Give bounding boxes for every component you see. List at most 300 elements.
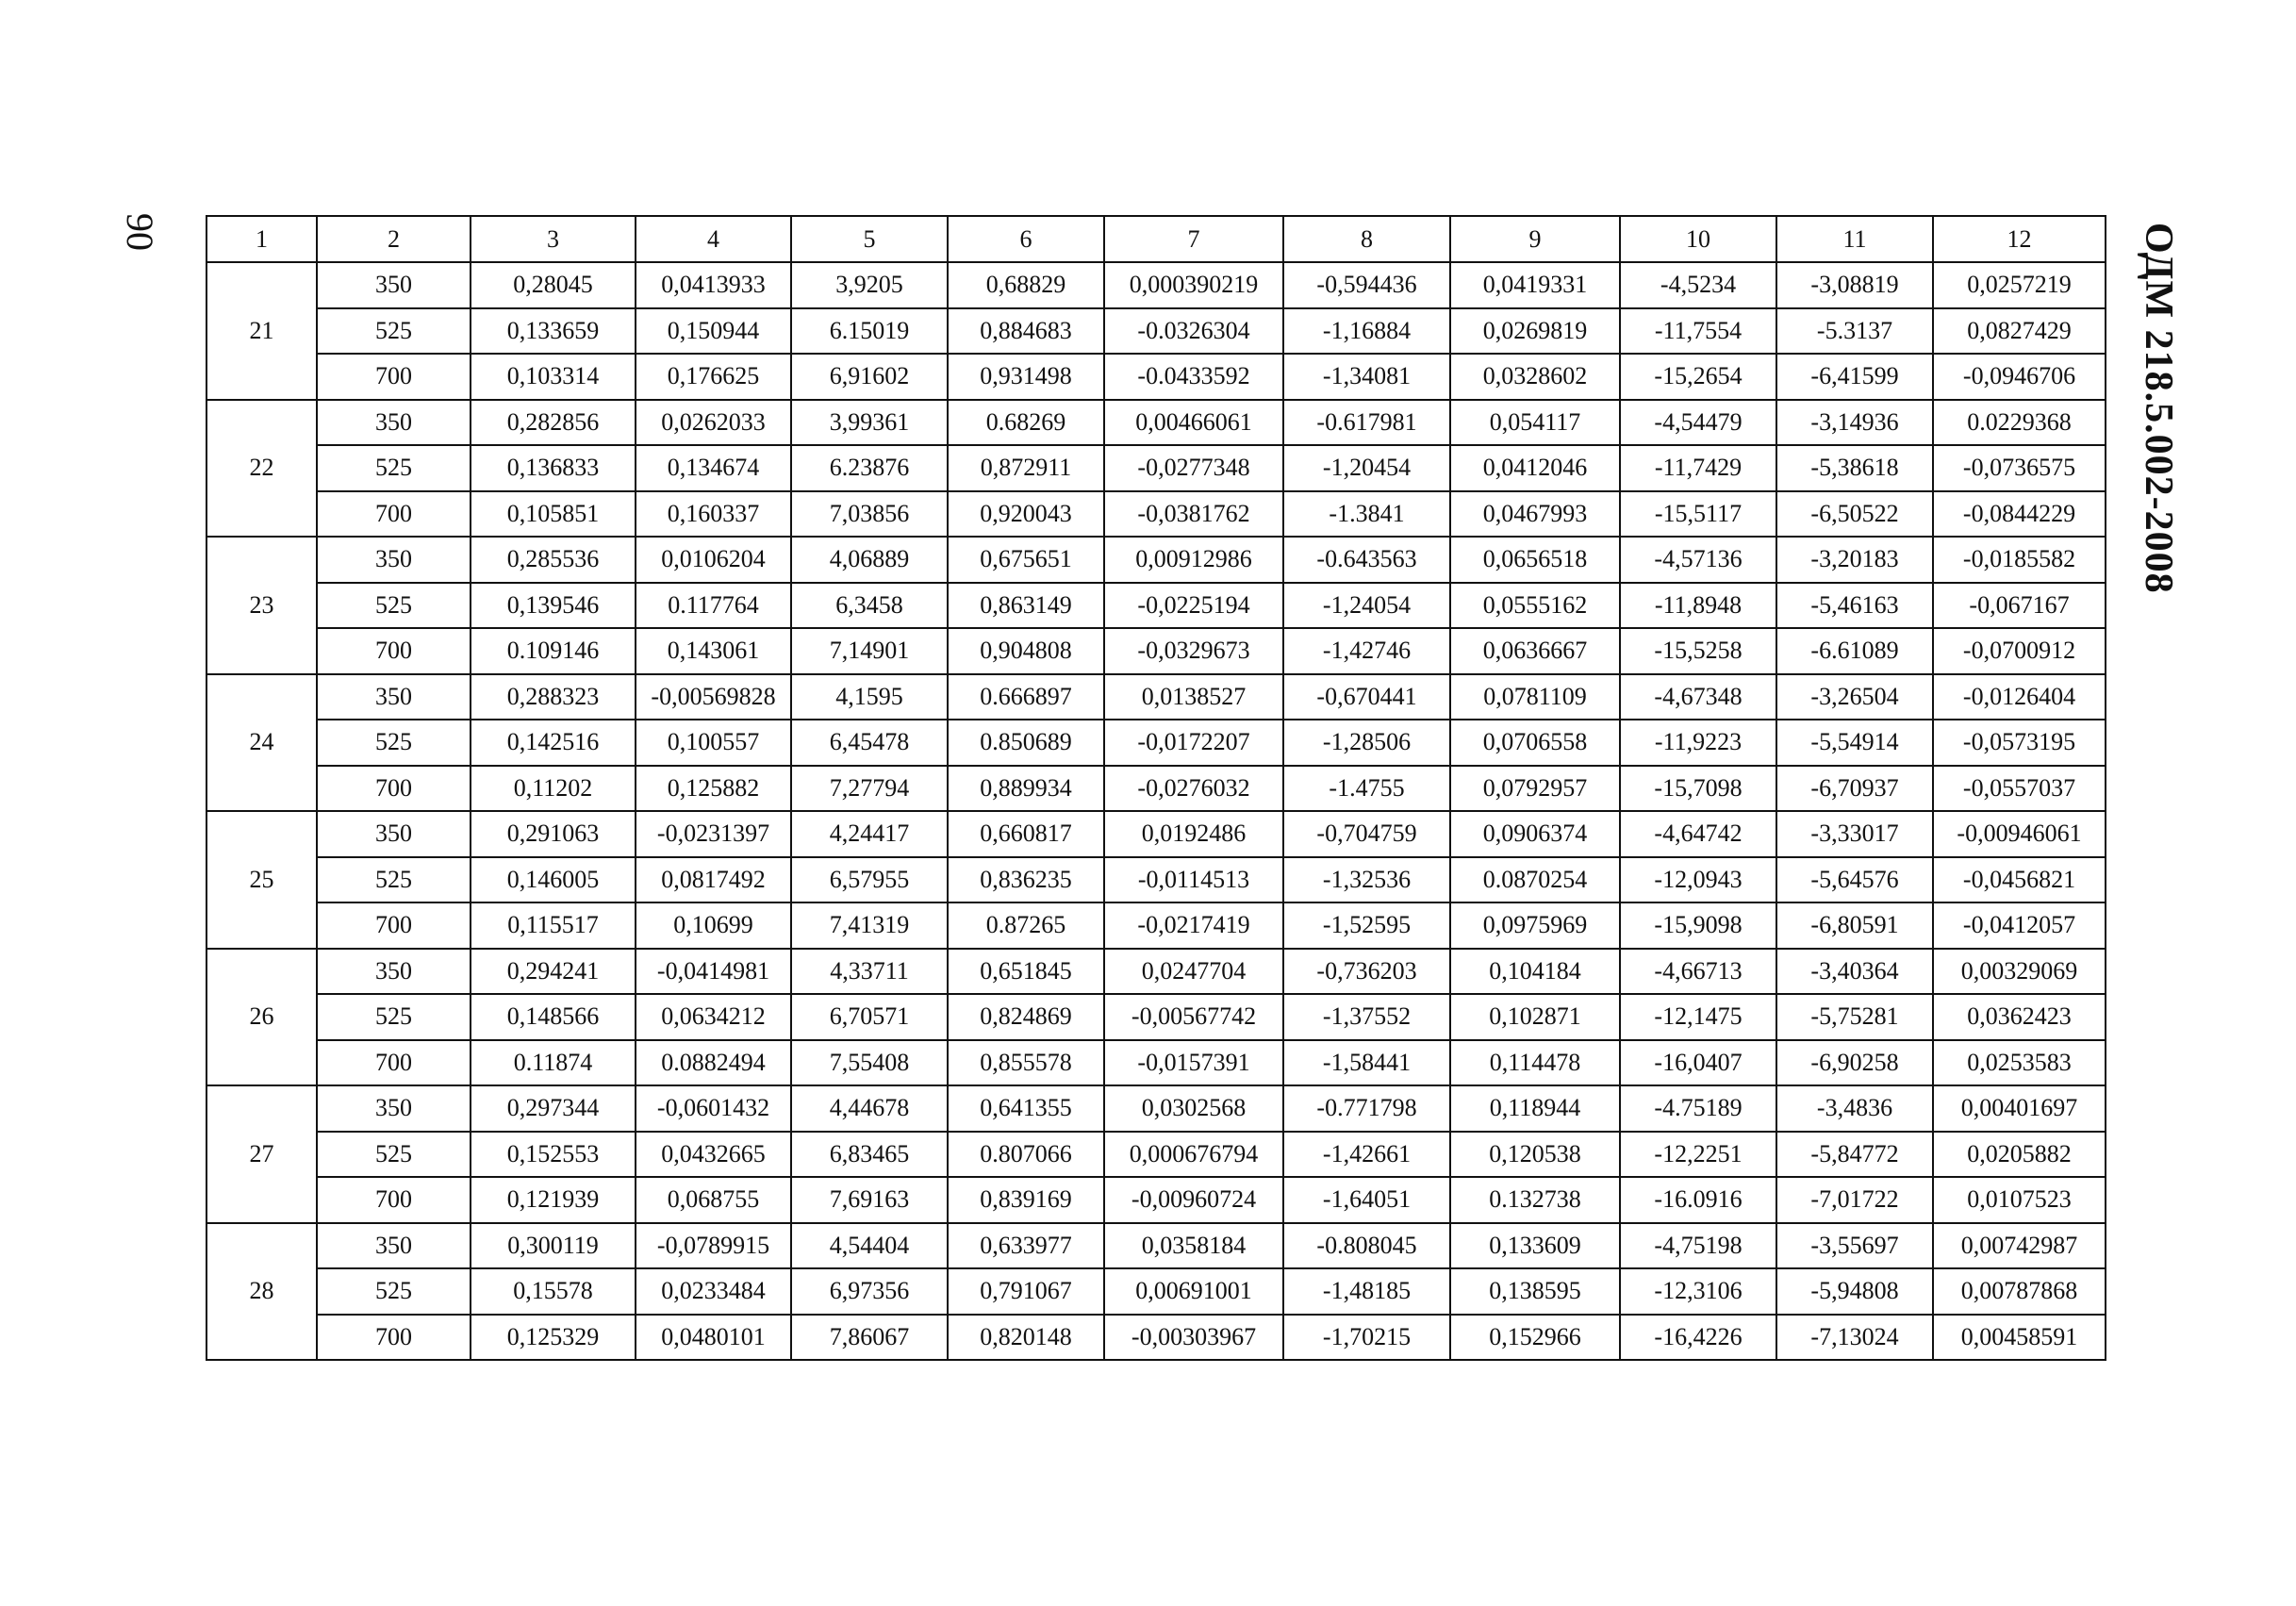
table-body <box>206 216 2106 1360</box>
table-cell: 3,99361 <box>791 400 948 446</box>
table-cell: -3,20183 <box>1776 537 1933 583</box>
table-cell: 0,0419331 <box>1450 262 1620 308</box>
table-cell: -1,42661 <box>1283 1132 1450 1178</box>
table-cell: 525 <box>317 308 471 355</box>
table-cell: 0,904808 <box>948 628 1104 674</box>
table-cell: -0,0844229 <box>1933 491 2106 538</box>
table-cell: 0.109146 <box>471 628 636 674</box>
table-cell: -3,14936 <box>1776 400 1933 446</box>
table-cell: -0,0946706 <box>1933 354 2106 400</box>
table-cell: 7,14901 <box>791 628 948 674</box>
table-cell: -15,2654 <box>1620 354 1776 400</box>
table-cell: 7,03856 <box>791 491 948 538</box>
table-cell: 4,1595 <box>791 674 948 720</box>
table-cell: -1,48185 <box>1283 1268 1450 1315</box>
table-cell: 0.132738 <box>1450 1177 1620 1223</box>
table-cell: 0,0257219 <box>1933 262 2106 308</box>
table-cell: 700 <box>317 1040 471 1086</box>
table-cell: 0,0634212 <box>636 994 791 1040</box>
table-row <box>206 1177 2106 1223</box>
table-cell: 6,83465 <box>791 1132 948 1178</box>
table-cell: -15,5117 <box>1620 491 1776 538</box>
table-cell: 0,054117 <box>1450 400 1620 446</box>
table-cell: -0,0126404 <box>1933 674 2106 720</box>
table-cell: -5,75281 <box>1776 994 1933 1040</box>
table-cell: 0,0706558 <box>1450 720 1620 766</box>
table-row <box>206 1040 2106 1086</box>
table-cell: 0,00742987 <box>1933 1223 2106 1269</box>
column-header-11: 11 <box>1776 216 1933 262</box>
table-cell: 0,142516 <box>471 720 636 766</box>
table-cell: -4,57136 <box>1620 537 1776 583</box>
table-cell: 0,139546 <box>471 583 636 629</box>
group-id-cell: 23 <box>206 537 317 674</box>
table-row <box>206 902 2106 949</box>
column-header-10: 10 <box>1620 216 1776 262</box>
table-cell: 6,3458 <box>791 583 948 629</box>
table-cell: -0,0172207 <box>1104 720 1283 766</box>
table-cell: -0.0433592 <box>1104 354 1283 400</box>
table-cell: 6.15019 <box>791 308 948 355</box>
table-cell: 0,0480101 <box>636 1315 791 1361</box>
table-cell: 700 <box>317 628 471 674</box>
table-cell: -1,64051 <box>1283 1177 1450 1223</box>
table-cell: 0,100557 <box>636 720 791 766</box>
table-cell: 0,0106204 <box>636 537 791 583</box>
table-cell: -16.0916 <box>1620 1177 1776 1223</box>
table-cell: -5,46163 <box>1776 583 1933 629</box>
table-cell: -6,70937 <box>1776 766 1933 812</box>
table-cell: 700 <box>317 1177 471 1223</box>
table-cell: -6,90258 <box>1776 1040 1933 1086</box>
table-cell: -5,54914 <box>1776 720 1933 766</box>
table-cell: 0,00401697 <box>1933 1085 2106 1132</box>
table-cell: -0,0412057 <box>1933 902 2106 949</box>
table-cell: -1,42746 <box>1283 628 1450 674</box>
table-cell: 0,855578 <box>948 1040 1104 1086</box>
table-cell: 4,54404 <box>791 1223 948 1269</box>
table-cell: 700 <box>317 1315 471 1361</box>
table-cell: -0,670441 <box>1283 674 1450 720</box>
column-header-2: 2 <box>317 216 471 262</box>
table-cell: 4,06889 <box>791 537 948 583</box>
table-cell: 0,00691001 <box>1104 1268 1283 1315</box>
table-cell: 0,863149 <box>948 583 1104 629</box>
table-cell: -16,4226 <box>1620 1315 1776 1361</box>
table-cell: -0,00960724 <box>1104 1177 1283 1223</box>
table-cell: -4,5234 <box>1620 262 1776 308</box>
table-cell: -0,0573195 <box>1933 720 2106 766</box>
table-cell: 0,300119 <box>471 1223 636 1269</box>
table-cell: 0,0792957 <box>1450 766 1620 812</box>
table-cell: -12,2251 <box>1620 1132 1776 1178</box>
table-cell: 525 <box>317 1132 471 1178</box>
column-header-3: 3 <box>471 216 636 262</box>
column-header-8: 8 <box>1283 216 1450 262</box>
table-cell: 4,24417 <box>791 811 948 857</box>
column-header-4: 4 <box>636 216 791 262</box>
table-cell: -1,24054 <box>1283 583 1450 629</box>
table-cell: -4,66713 <box>1620 949 1776 995</box>
table-cell: 0,138595 <box>1450 1268 1620 1315</box>
table-cell: -3,40364 <box>1776 949 1933 995</box>
table-cell: -15,9098 <box>1620 902 1776 949</box>
table-cell: 0,0247704 <box>1104 949 1283 995</box>
table-cell: 0,133659 <box>471 308 636 355</box>
table-cell: 0,0328602 <box>1450 354 1620 400</box>
table-cell: -0.808045 <box>1283 1223 1450 1269</box>
table-row <box>206 1315 2106 1361</box>
table-cell: -0.0326304 <box>1104 308 1283 355</box>
page-number: 90 <box>119 213 161 251</box>
table-cell: -11,8948 <box>1620 583 1776 629</box>
table-cell: 0,839169 <box>948 1177 1104 1223</box>
table-cell: 0.0882494 <box>636 1040 791 1086</box>
table-cell: 0,000676794 <box>1104 1132 1283 1178</box>
table-cell: 350 <box>317 811 471 857</box>
table-cell: 0.87265 <box>948 902 1104 949</box>
data-table <box>206 215 2106 1361</box>
table-cell: -0,0414981 <box>636 949 791 995</box>
table-row <box>206 491 2106 538</box>
table-cell: 0,0107523 <box>1933 1177 2106 1223</box>
table-cell: 0,00458591 <box>1933 1315 2106 1361</box>
table-cell: 0,125882 <box>636 766 791 812</box>
column-header-7: 7 <box>1104 216 1283 262</box>
table-cell: 0,176625 <box>636 354 791 400</box>
table-cell: 0.666897 <box>948 674 1104 720</box>
table-cell: -3,55697 <box>1776 1223 1933 1269</box>
table-cell: -12,1475 <box>1620 994 1776 1040</box>
table-cell: 0,0827429 <box>1933 308 2106 355</box>
table-cell: 3,9205 <box>791 262 948 308</box>
table-cell: 0,282856 <box>471 400 636 446</box>
table-cell: -1,20454 <box>1283 445 1450 491</box>
group-id-cell: 27 <box>206 1085 317 1223</box>
table-row <box>206 994 2106 1040</box>
table-cell: 0,0975969 <box>1450 902 1620 949</box>
table-cell: 0,121939 <box>471 1177 636 1223</box>
table-cell: 700 <box>317 902 471 949</box>
table-cell: -0,0217419 <box>1104 902 1283 949</box>
table-cell: -7,01722 <box>1776 1177 1933 1223</box>
table-cell: -1,70215 <box>1283 1315 1450 1361</box>
table-cell: -4.75189 <box>1620 1085 1776 1132</box>
table-cell: -0,0225194 <box>1104 583 1283 629</box>
table-cell: -11,9223 <box>1620 720 1776 766</box>
table-cell: -6,80591 <box>1776 902 1933 949</box>
table-cell: 0,00787868 <box>1933 1268 2106 1315</box>
column-header-9: 9 <box>1450 216 1620 262</box>
table-cell: -5,64576 <box>1776 857 1933 903</box>
table-cell: -0.617981 <box>1283 400 1450 446</box>
table-cell: 0,884683 <box>948 308 1104 355</box>
table-cell: 0,152553 <box>471 1132 636 1178</box>
table-cell: -3,08819 <box>1776 262 1933 308</box>
table-cell: -0,00303967 <box>1104 1315 1283 1361</box>
column-header-1: 1 <box>206 216 317 262</box>
table-cell: 0,152966 <box>1450 1315 1620 1361</box>
table-cell: 525 <box>317 445 471 491</box>
table-cell: -0,0601432 <box>636 1085 791 1132</box>
table-cell: 525 <box>317 583 471 629</box>
table-cell: 0,118944 <box>1450 1085 1620 1132</box>
table-cell: 0,0555162 <box>1450 583 1620 629</box>
table-cell: 0,0233484 <box>636 1268 791 1315</box>
table-cell: -6,50522 <box>1776 491 1933 538</box>
table-cell: 6,97356 <box>791 1268 948 1315</box>
table-cell: 0.0229368 <box>1933 400 2106 446</box>
group-id-cell: 24 <box>206 674 317 812</box>
table-cell: 0,0192486 <box>1104 811 1283 857</box>
table-cell: 0,00912986 <box>1104 537 1283 583</box>
table-cell: 0.850689 <box>948 720 1104 766</box>
table-row <box>206 766 2106 812</box>
table-cell: 0,288323 <box>471 674 636 720</box>
table-cell: -6,41599 <box>1776 354 1933 400</box>
table-cell: 525 <box>317 857 471 903</box>
table-cell: 0,133609 <box>1450 1223 1620 1269</box>
table-cell: 0,0138527 <box>1104 674 1283 720</box>
table-cell: 0,0636667 <box>1450 628 1620 674</box>
table-cell: 0.117764 <box>636 583 791 629</box>
table-cell: -0,0381762 <box>1104 491 1283 538</box>
table-cell: 7,55408 <box>791 1040 948 1086</box>
table-cell: 0,105851 <box>471 491 636 538</box>
table-row <box>206 1085 2106 1132</box>
table-cell: 6,70571 <box>791 994 948 1040</box>
table-cell: -0,0277348 <box>1104 445 1283 491</box>
table-cell: -1,28506 <box>1283 720 1450 766</box>
table-row <box>206 1132 2106 1178</box>
table-cell: -5,38618 <box>1776 445 1933 491</box>
table-cell: 525 <box>317 720 471 766</box>
table-cell: 0,791067 <box>948 1268 1104 1315</box>
table-cell: 6,57955 <box>791 857 948 903</box>
table-cell: 6,45478 <box>791 720 948 766</box>
table-cell: 0,291063 <box>471 811 636 857</box>
table-cell: 0,146005 <box>471 857 636 903</box>
group-id-cell: 21 <box>206 262 317 400</box>
table-cell: 0,136833 <box>471 445 636 491</box>
table-cell: 0,0906374 <box>1450 811 1620 857</box>
table-cell: -0,0700912 <box>1933 628 2106 674</box>
table-cell: 0,68829 <box>948 262 1104 308</box>
table-cell: -1,52595 <box>1283 902 1450 949</box>
table-cell: 0,00329069 <box>1933 949 2106 995</box>
table-row <box>206 308 2106 355</box>
table-cell: 0,920043 <box>948 491 1104 538</box>
table-cell: 0,0362423 <box>1933 994 2106 1040</box>
table-cell: 0,114478 <box>1450 1040 1620 1086</box>
table-cell: 0,0205882 <box>1933 1132 2106 1178</box>
group-id-cell: 28 <box>206 1223 317 1361</box>
table-row <box>206 857 2106 903</box>
table-cell: -3,33017 <box>1776 811 1933 857</box>
table-cell: 4,44678 <box>791 1085 948 1132</box>
table-cell: 0,0302568 <box>1104 1085 1283 1132</box>
table-row <box>206 262 2106 308</box>
table-cell: 700 <box>317 354 471 400</box>
column-header-5: 5 <box>791 216 948 262</box>
table-row <box>206 1268 2106 1315</box>
table-cell: -0,00569828 <box>636 674 791 720</box>
table-cell: 0,134674 <box>636 445 791 491</box>
table-cell: -0,0231397 <box>636 811 791 857</box>
table-cell: 350 <box>317 1085 471 1132</box>
table-row <box>206 628 2106 674</box>
table-cell: 0.807066 <box>948 1132 1104 1178</box>
table-cell: -0,0456821 <box>1933 857 2106 903</box>
table-cell: -0,704759 <box>1283 811 1450 857</box>
table-cell: -4,75198 <box>1620 1223 1776 1269</box>
table-cell: 0,0656518 <box>1450 537 1620 583</box>
table-cell: 350 <box>317 1223 471 1269</box>
table-cell: -5.3137 <box>1776 308 1933 355</box>
table-cell: 700 <box>317 491 471 538</box>
table-cell: -5,94808 <box>1776 1268 1933 1315</box>
table-cell: 0,633977 <box>948 1223 1104 1269</box>
table-cell: 0.0870254 <box>1450 857 1620 903</box>
group-id-cell: 25 <box>206 811 317 949</box>
group-id-cell: 26 <box>206 949 317 1086</box>
table-cell: 0,15578 <box>471 1268 636 1315</box>
header-row <box>206 216 2106 262</box>
table-cell: 0,150944 <box>636 308 791 355</box>
table-cell: 0,143061 <box>636 628 791 674</box>
table-cell: 0,651845 <box>948 949 1104 995</box>
table-cell: -4,54479 <box>1620 400 1776 446</box>
table-cell: 0,0781109 <box>1450 674 1620 720</box>
table-cell: -0,0114513 <box>1104 857 1283 903</box>
table-cell: -0,0736575 <box>1933 445 2106 491</box>
table-cell: 525 <box>317 1268 471 1315</box>
table-cell: -7,13024 <box>1776 1315 1933 1361</box>
table-cell: 7,41319 <box>791 902 948 949</box>
table-cell: 0,00466061 <box>1104 400 1283 446</box>
column-header-12: 12 <box>1933 216 2106 262</box>
table-cell: -3,26504 <box>1776 674 1933 720</box>
table-cell: 0,675651 <box>948 537 1104 583</box>
table-cell: -1,34081 <box>1283 354 1450 400</box>
table-cell: -0,00567742 <box>1104 994 1283 1040</box>
table-cell: 0,0262033 <box>636 400 791 446</box>
table-cell: 0,820148 <box>948 1315 1104 1361</box>
table-cell: -4,67348 <box>1620 674 1776 720</box>
table-cell: 0,102871 <box>1450 994 1620 1040</box>
table-row <box>206 445 2106 491</box>
table-cell: 350 <box>317 400 471 446</box>
table-cell: -3,4836 <box>1776 1085 1933 1132</box>
column-header-6: 6 <box>948 216 1104 262</box>
table-cell: 6,91602 <box>791 354 948 400</box>
table-cell: -6.61089 <box>1776 628 1933 674</box>
table-cell: -11,7554 <box>1620 308 1776 355</box>
table-cell: -0,594436 <box>1283 262 1450 308</box>
table-cell: 0,294241 <box>471 949 636 995</box>
table-cell: 0,0358184 <box>1104 1223 1283 1269</box>
table-cell: -0.771798 <box>1283 1085 1450 1132</box>
table-cell: 350 <box>317 262 471 308</box>
table-cell: -1.4755 <box>1283 766 1450 812</box>
table-cell: -1,16884 <box>1283 308 1450 355</box>
table-cell: 0.11874 <box>471 1040 636 1086</box>
table-cell: 0,0412046 <box>1450 445 1620 491</box>
table-cell: 4,33711 <box>791 949 948 995</box>
table-cell: 0,115517 <box>471 902 636 949</box>
table-cell: -15,5258 <box>1620 628 1776 674</box>
table-cell: 0,11202 <box>471 766 636 812</box>
table-cell: 0,931498 <box>948 354 1104 400</box>
table-cell: -0,0789915 <box>636 1223 791 1269</box>
table-row <box>206 537 2106 583</box>
table-cell: 0,0817492 <box>636 857 791 903</box>
table-cell: -0,0157391 <box>1104 1040 1283 1086</box>
table-cell: 0,641355 <box>948 1085 1104 1132</box>
table-cell: 0,889934 <box>948 766 1104 812</box>
table-cell: -0,0185582 <box>1933 537 2106 583</box>
table-cell: 0,160337 <box>636 491 791 538</box>
table-cell: -0,0557037 <box>1933 766 2106 812</box>
table-row <box>206 674 2106 720</box>
table-row <box>206 949 2106 995</box>
table-cell: -0,736203 <box>1283 949 1450 995</box>
table-cell: 0,104184 <box>1450 949 1620 995</box>
table-cell: 0,103314 <box>471 354 636 400</box>
table-cell: 0,0413933 <box>636 262 791 308</box>
table-cell: 0,068755 <box>636 1177 791 1223</box>
table-cell: 350 <box>317 949 471 995</box>
table-cell: 0,0269819 <box>1450 308 1620 355</box>
table-row <box>206 720 2106 766</box>
table-cell: -5,84772 <box>1776 1132 1933 1178</box>
table-cell: -4,64742 <box>1620 811 1776 857</box>
group-id-cell: 22 <box>206 400 317 538</box>
table-cell: 7,86067 <box>791 1315 948 1361</box>
table-cell: -0,067167 <box>1933 583 2106 629</box>
table-cell: -12,0943 <box>1620 857 1776 903</box>
table-cell: -16,0407 <box>1620 1040 1776 1086</box>
table-cell: -0,0276032 <box>1104 766 1283 812</box>
table-cell: 0,285536 <box>471 537 636 583</box>
table-cell: -15,7098 <box>1620 766 1776 812</box>
table-cell: 0,297344 <box>471 1085 636 1132</box>
table-cell: 0,000390219 <box>1104 262 1283 308</box>
table-cell: 0,872911 <box>948 445 1104 491</box>
table-cell: 0,0467993 <box>1450 491 1620 538</box>
table-cell: 0,125329 <box>471 1315 636 1361</box>
table-cell: -1,37552 <box>1283 994 1450 1040</box>
table-cell: 7,69163 <box>791 1177 948 1223</box>
table-cell: -1,32536 <box>1283 857 1450 903</box>
table-cell: -0,00946061 <box>1933 811 2106 857</box>
table-cell: 0,148566 <box>471 994 636 1040</box>
table-row <box>206 583 2106 629</box>
table-cell: 0,0253583 <box>1933 1040 2106 1086</box>
table-cell: 0,0432665 <box>636 1132 791 1178</box>
table-cell: 0,824869 <box>948 994 1104 1040</box>
table-cell: -0.643563 <box>1283 537 1450 583</box>
table-cell: 7,27794 <box>791 766 948 812</box>
document-code: ОДМ 218.5.002-2008 <box>2137 223 2180 594</box>
table-cell: 350 <box>317 674 471 720</box>
table-cell: -1.3841 <box>1283 491 1450 538</box>
table-cell: 0,660817 <box>948 811 1104 857</box>
table-cell: 0,10699 <box>636 902 791 949</box>
table-cell: -11,7429 <box>1620 445 1776 491</box>
table-cell: 350 <box>317 537 471 583</box>
table-cell: 525 <box>317 994 471 1040</box>
